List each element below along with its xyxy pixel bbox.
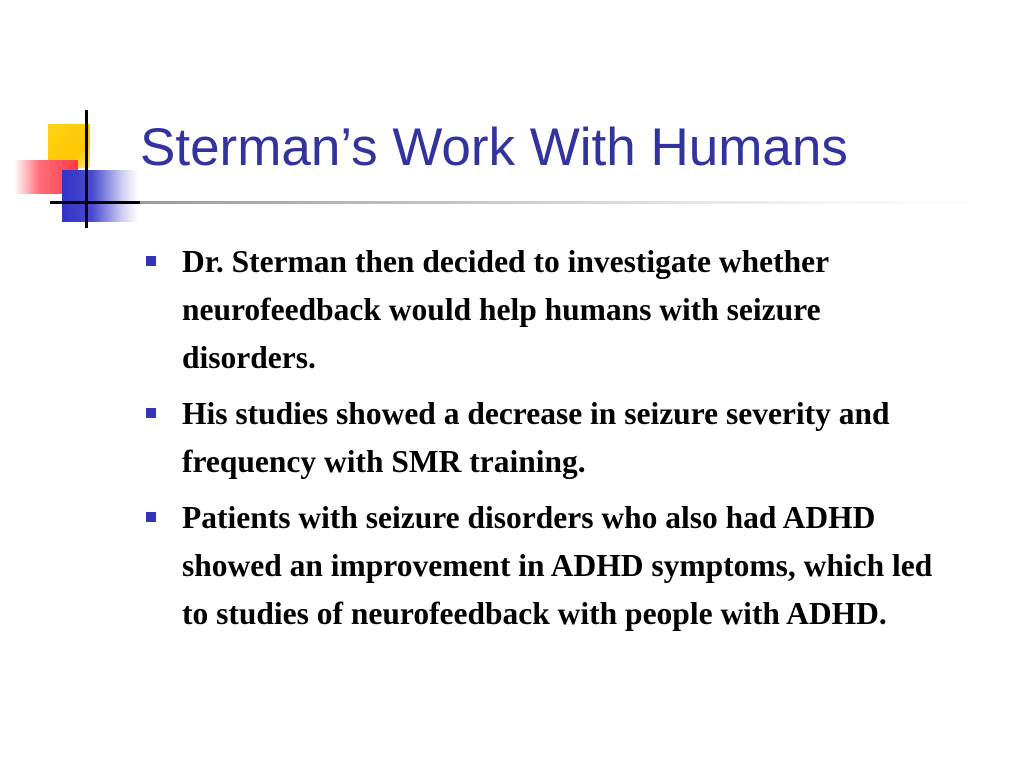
bullet-item (146, 390, 946, 486)
logo-vertical-line (85, 110, 88, 228)
bullet-text: Dr. Sterman then decided to investigate whether neurofeedback would help humans with seizure disorders. (182, 244, 829, 375)
bullet-square-icon (146, 408, 156, 418)
bullet-square-icon (146, 512, 156, 522)
bullet-item (146, 494, 946, 638)
logo-blue-square (62, 170, 138, 222)
bullet-item (146, 238, 946, 382)
bullet-square-icon (146, 256, 156, 266)
logo-horizontal-line (50, 201, 140, 204)
title-underline (140, 201, 1000, 204)
bullet-list (146, 238, 946, 646)
slide-title: Sterman’s Work With Humans (140, 118, 848, 177)
bullet-text: Patients with seizure disorders who also had ADHD showed an improvement in ADHD symptoms, which led to studies of neurofeedback with people with ADHD. (182, 500, 933, 631)
decorative-logo (0, 0, 160, 240)
bullet-text: His studies showed a decrease in seizure severity and frequency with SMR training. (182, 396, 890, 479)
